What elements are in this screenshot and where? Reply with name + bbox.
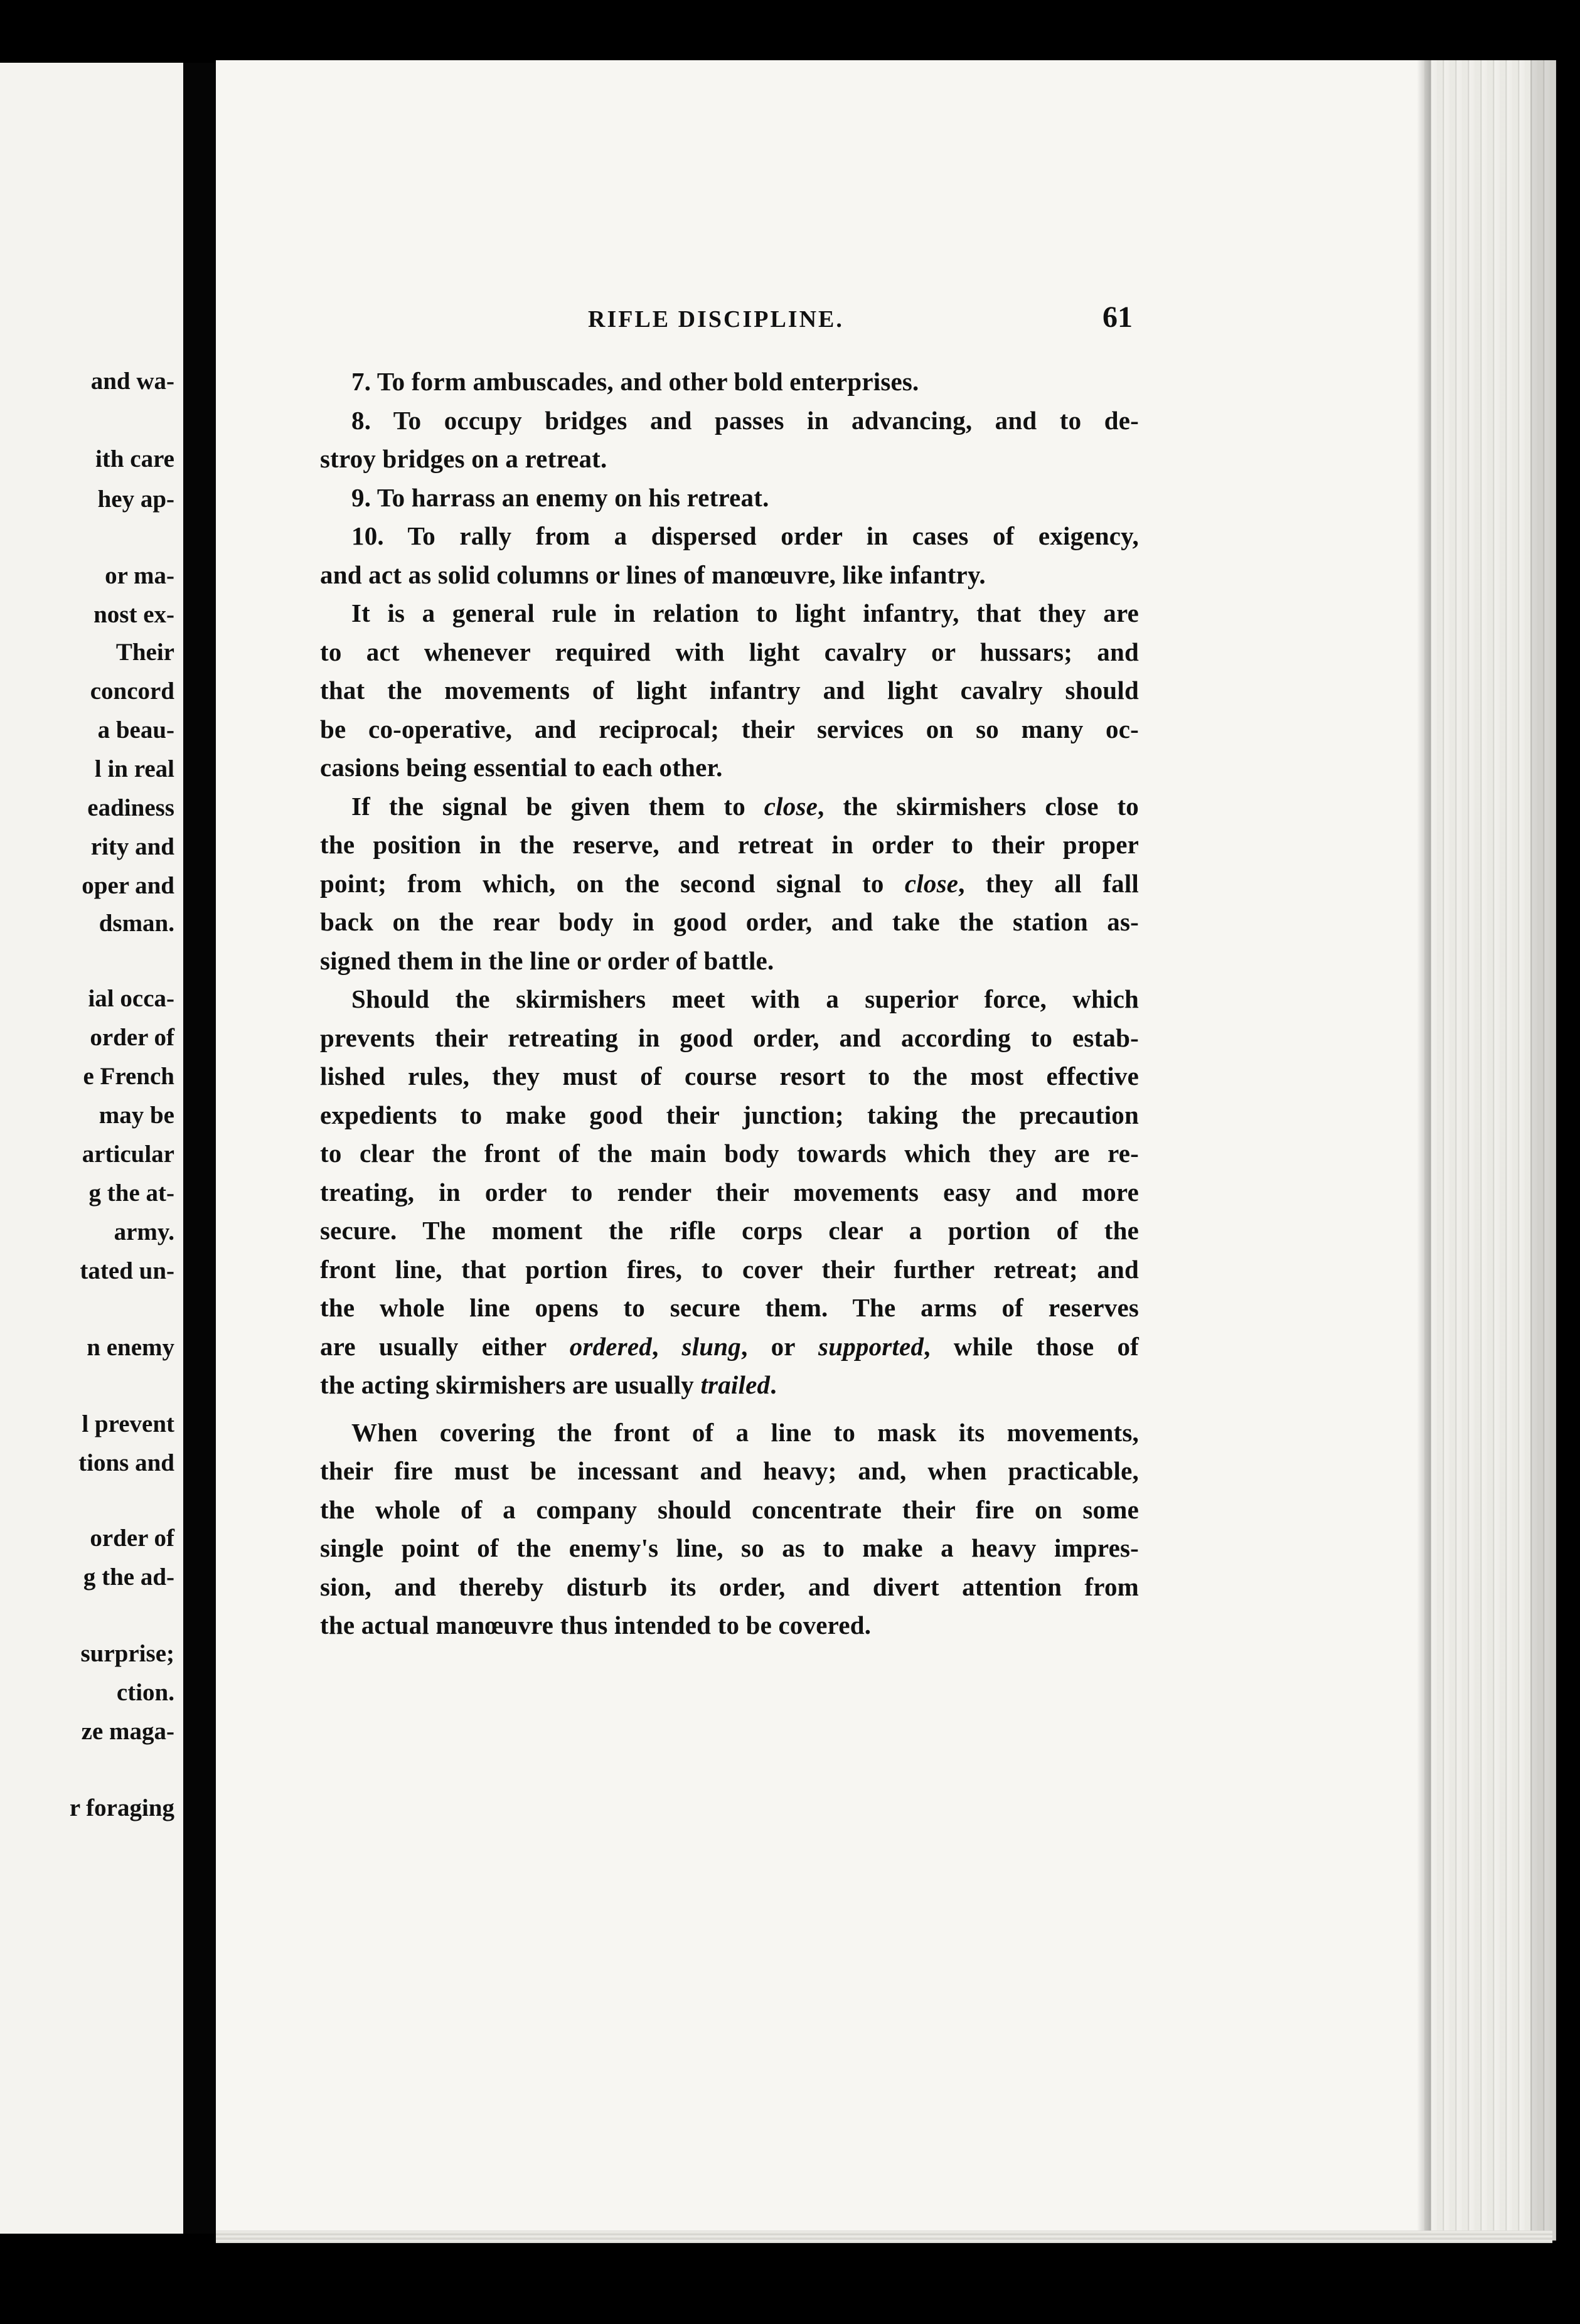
left-page-line: surprise; <box>80 1640 174 1667</box>
left-page-line: order of <box>90 1024 174 1051</box>
text-line: 9. To harrass an enemy on his retreat. <box>351 482 769 512</box>
text-segment: , or <box>741 1331 819 1361</box>
left-page-line: g the at- <box>88 1180 174 1207</box>
running-title: RIFLE DISCIPLINE. <box>588 306 844 333</box>
text-line: 7. To form ambuscades, and other bold enterprises. <box>351 367 919 396</box>
text-line: their fire must be incessant and heavy; and, when practicable, <box>320 1456 1139 1485</box>
italic-term: slung <box>681 1331 741 1361</box>
left-page-line: eadiness <box>87 794 174 821</box>
text-line: single point of the enemy's line, so as to make a heavy impres- <box>320 1533 1139 1562</box>
text-line: expedients to make good their junction; taking the precaution <box>320 1100 1139 1129</box>
left-page-line: rity and <box>90 833 174 860</box>
text-line: 8. To occupy bridges and passes in advancing, and to de- <box>351 405 1139 435</box>
text-line: the whole line opens to secure them. The arms of reserves <box>320 1293 1139 1322</box>
text-line: lished rules, they must of course resort to the most effective <box>320 1062 1139 1090</box>
page-edges <box>1424 60 1556 2241</box>
left-page-line: l in real <box>94 755 174 782</box>
left-page-line: ith care <box>95 445 174 472</box>
italic-term: supported <box>818 1331 924 1361</box>
left-page-line: ction. <box>116 1679 174 1706</box>
left-page-line: ial occa- <box>88 985 174 1012</box>
text-line: back on the rear body in good order, and take the station as- <box>320 907 1139 936</box>
text-segment: , while those of <box>924 1331 1140 1361</box>
text-segment: If the signal be given them to <box>351 791 764 821</box>
text-line <box>320 1366 1139 1405</box>
text-line: to clear the front of the main body towards which they are re- <box>320 1139 1139 1168</box>
text-segment: the acting skirmishers are usually <box>320 1370 701 1399</box>
left-page-line: oper and <box>82 872 174 899</box>
italic-term: close <box>764 791 818 821</box>
left-page-line: dsman. <box>99 910 174 937</box>
text-line: prevents their retreating in good order, and according to estab- <box>320 1023 1139 1052</box>
page-number: 61 <box>1102 301 1133 334</box>
text-segment: point; from which, on the second signal to <box>320 868 905 898</box>
left-page-line: and wa- <box>90 368 174 395</box>
left-page <box>0 63 183 2234</box>
text-line <box>320 1328 1139 1367</box>
text-line: signed them in the line or order of battle. <box>320 946 774 975</box>
left-page-line: a beau- <box>97 717 174 744</box>
text-segment: . <box>770 1370 777 1399</box>
text-line: the actual manœuvre thus intended to be covered. <box>320 1611 872 1639</box>
left-page-line: hey ap- <box>97 486 174 513</box>
italic-term: close <box>904 868 959 898</box>
page-edge-shadow <box>1417 60 1431 2241</box>
left-page-line: tated un- <box>80 1257 174 1284</box>
text-line: stroy bridges on a retreat. <box>320 444 607 473</box>
left-page-line: concord <box>90 678 174 705</box>
left-page-line: g the ad- <box>83 1564 174 1591</box>
text-line: the position in the reserve, and retreat in order to their proper <box>320 830 1139 859</box>
italic-term: trailed <box>700 1370 771 1399</box>
left-page-line: order of <box>90 1525 174 1552</box>
left-page-line: ze maga- <box>81 1718 174 1745</box>
left-page-line: n enemy <box>87 1334 174 1361</box>
left-page-line: army. <box>114 1218 174 1245</box>
left-page-line: articular <box>82 1141 174 1168</box>
text-line: front line, that portion fires, to cover their further retreat; and <box>320 1254 1139 1284</box>
text-segment: are usually either <box>320 1331 570 1361</box>
text-line: When covering the front of a line to mask its movements, <box>351 1417 1139 1447</box>
text-line: It is a general rule in relation to light infantry, that they are <box>351 599 1139 627</box>
left-page-line: may be <box>99 1102 174 1129</box>
left-page-line: e French <box>83 1063 174 1090</box>
text-segment: , the skirmishers close to <box>818 791 1140 821</box>
text-line: to act whenever required with light cavalry or hussars; and <box>320 637 1139 666</box>
text-line: that the movements of light infantry and light cavalry should <box>320 676 1139 705</box>
text-line: sion, and thereby disturb its order, and divert attention from <box>320 1572 1139 1601</box>
left-page-line: or ma- <box>105 562 174 589</box>
text-segment: , <box>651 1331 682 1361</box>
text-line: treating, in order to render their movements easy and more <box>320 1177 1139 1207</box>
left-page-line: nost ex- <box>93 601 174 628</box>
text-line: and act as solid columns or lines of manœuvre, like infantry. <box>320 560 986 589</box>
text-line: be co-operative, and reciprocal; their services on so many oc- <box>320 714 1139 744</box>
text-line: secure. The moment the rifle corps clear a portion of the <box>320 1216 1139 1245</box>
text-line: casions being essential to each other. <box>320 753 723 782</box>
text-line <box>320 787 1139 826</box>
left-page-line: Their <box>115 639 174 666</box>
italic-term: ordered <box>569 1331 652 1361</box>
left-page-line: r foraging <box>69 1794 174 1821</box>
text-line: the whole of a company should concentrate their fire on some <box>320 1495 1139 1524</box>
text-line <box>320 865 1139 903</box>
page-bottom-edge <box>216 2231 1552 2243</box>
left-page-line: tions and <box>78 1449 174 1476</box>
book-gutter <box>183 63 216 2234</box>
body-text <box>320 363 1139 1645</box>
text-line: Should the skirmishers meet with a superior force, which <box>351 984 1139 1013</box>
page-header <box>317 300 1133 334</box>
text-segment: , they all fall <box>958 868 1139 898</box>
text-line: 10. To rally from a dispersed order in cases of exigency, <box>351 521 1139 550</box>
left-page-line: l prevent <box>82 1410 174 1437</box>
